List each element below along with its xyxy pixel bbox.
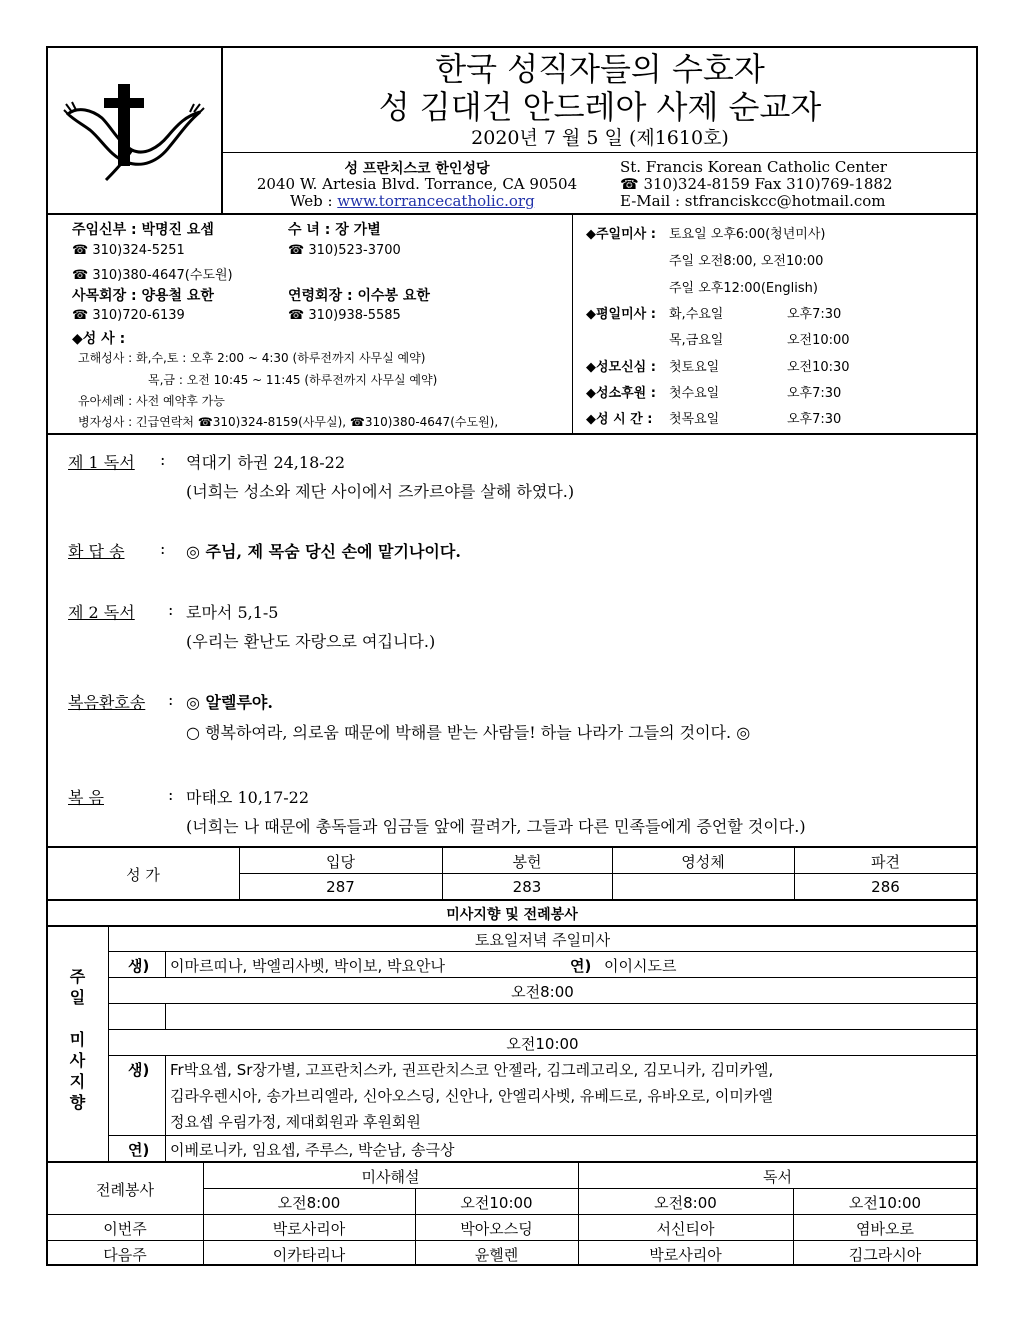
int-sat-divider <box>165 951 166 977</box>
next-week-commentary-8am: 이카타리나 <box>272 1246 346 1264</box>
holy-hour-day: 첫목요일 <box>669 412 720 427</box>
email-address[interactable]: E-Mail : stfranciskcc@hotmail.com <box>620 192 886 210</box>
side-char-3: 미 <box>69 1030 86 1049</box>
gospel-colon: : <box>168 785 174 804</box>
saturday-dead-names: 이이시도르 <box>604 957 677 975</box>
church-name-kr: 성 프란치스코 한인성당 <box>344 161 490 177</box>
psalm-response: ◎ 주님, 제 목숨 당신 손에 맡기나이다. <box>186 542 461 561</box>
sunday-mass-2: 주일 오전8:00, 오전10:00 <box>669 254 824 269</box>
saturday-dead-label: 연) <box>570 957 592 975</box>
lit-h2 <box>47 1214 977 1215</box>
info-divider <box>572 214 573 434</box>
saturday-mass-title: 토요일저녁 주일미사 <box>474 931 611 949</box>
issue-date: 2020년 7 월 5 일 (제1610호) <box>471 127 729 149</box>
intentions-side-label <box>47 966 108 1113</box>
commentary-10am: 오전10:00 <box>460 1194 533 1212</box>
alleluia-label: 복음환호송 <box>68 693 146 712</box>
int-row-2 <box>108 977 977 978</box>
web-row <box>290 192 535 210</box>
int-row-4 <box>108 1029 977 1030</box>
marian-time: 오전10:30 <box>787 360 850 375</box>
hymn-recessional-number: 286 <box>871 878 900 896</box>
reading2-colon: : <box>168 600 174 619</box>
reading2-summary: (우리는 환난도 자랑으로 여깁니다.) <box>186 632 436 651</box>
weekday-mass-label: ◆평일미사 : <box>586 307 656 322</box>
hymn-bottom-rule <box>47 899 977 901</box>
confession: 고해성사 : 화,수,토 : 오후 2:00 ~ 4:30 (하루전까지 사무실 예약) <box>78 351 426 365</box>
weekday-2-day: 목,금요일 <box>669 333 724 348</box>
side-gap <box>47 1008 108 1029</box>
hymn-label: 성 가 <box>126 866 160 884</box>
sister-phone: ☎ 310)523-3700 <box>288 243 401 258</box>
int-row-6 <box>108 1135 977 1136</box>
intentions-title-rule <box>47 925 977 927</box>
mass-10am-living-line3: 정요셉 우림가정, 제대회원과 후원회원 <box>170 1113 421 1131</box>
sunday-mass-1: 토요일 오후6:00(청년미사) <box>669 227 826 242</box>
alleluia-text: ◎ 알렐루야. <box>186 693 273 712</box>
reader-10am: 오전10:00 <box>848 1194 922 1212</box>
lit-h1 <box>203 1188 977 1189</box>
side-char-1: 주 <box>69 967 86 986</box>
hymn-header-entrance: 입당 <box>326 853 355 871</box>
this-week-commentary-10am: 박아오스딩 <box>460 1220 533 1238</box>
holy-hour-label: ◆성 시 간 : <box>586 412 653 427</box>
web-label: Web : <box>290 192 333 210</box>
vocation-day: 첫수요일 <box>669 386 720 401</box>
sunday-mass-label: ◆주일미사 : <box>586 227 656 242</box>
gospel-summary: (너희는 나 때문에 총독들과 임금들 앞에 끌려가, 그들과 다른 민족들에게 증언할 것이다.) <box>186 817 806 836</box>
hymn-entrance-number: 287 <box>326 878 355 896</box>
infant-baptism: 유아세례 : 사전 예약후 가능 <box>78 394 225 408</box>
side-char-6: 향 <box>69 1093 86 1112</box>
weekday-1-day: 화,수요일 <box>669 307 724 322</box>
sister: 수 녀 : 장 가별 <box>288 222 381 238</box>
psalm-label: 화 답 송 <box>68 542 125 561</box>
readings-bottom-rule <box>47 846 977 848</box>
this-week-reader-10am: 염바오로 <box>856 1220 914 1238</box>
mass-10am-living-line2: 김라우렌시아, 송가브리엘라, 신아오스딩, 신안나, 안엘리사벳, 유베드로, 유바오로, 이미카엘 <box>170 1087 773 1105</box>
int-row-5 <box>108 1055 977 1056</box>
next-week-reader-10am: 김그라시아 <box>848 1246 922 1264</box>
int-8am-divider <box>165 1003 166 1029</box>
liturgy-label: 전례봉사 <box>96 1181 154 1199</box>
this-week-commentary-8am: 박로사리아 <box>272 1220 346 1238</box>
mass-10am-living-line1: Fr박요셉, Sr장가별, 고프란치스카, 권프란치스코 안젤라, 김그레고리오, 김모니카, 김미카엘, <box>170 1061 774 1079</box>
title-line1: 한국 성직자들의 수호자 <box>435 50 765 88</box>
confession-2: 목,금 : 오전 10:45 ~ 11:45 (하루전까지 사무실 예약) <box>148 373 438 387</box>
psalm-colon: : <box>160 539 166 558</box>
mass-10am-title: 오전10:00 <box>506 1035 579 1053</box>
pastor: 주임신부 : 박명진 요셉 <box>72 222 214 238</box>
weekday-1-time: 오후7:30 <box>787 307 842 322</box>
info-bottom-rule <box>47 433 977 435</box>
vocation-label: ◆성소후원 : <box>586 386 656 401</box>
marian-day: 첫토요일 <box>669 360 720 375</box>
alleluia-colon: : <box>168 690 174 709</box>
pastor-phone2: ☎ 310)380-4647(수도원) <box>72 268 233 283</box>
side-char-4: 사 <box>69 1051 86 1070</box>
gospel-ref: 마태오 10,17-22 <box>186 788 310 807</box>
header-bottom-rule <box>47 213 977 215</box>
int-row-1 <box>108 951 977 952</box>
sunday-mass-3: 주일 오후12:00(English) <box>669 281 818 296</box>
mass-10am-dead-names: 이베로니카, 임요셉, 주루스, 박순남, 송극상 <box>170 1141 455 1159</box>
int-10am-divider <box>165 1055 166 1162</box>
reading2-ref: 로마서 5,1-5 <box>186 603 279 622</box>
side-char-2: 일 <box>69 988 86 1007</box>
intentions-bottom-rule <box>47 1161 977 1163</box>
reading1-summary: (너희는 성소와 제단 사이에서 즈카르야를 살해 하였다.) <box>186 482 575 501</box>
next-week-reader-8am: 박로사리아 <box>649 1246 722 1264</box>
side-char-5: 지 <box>69 1072 86 1091</box>
reading1-colon: : <box>160 450 166 469</box>
next-week-commentary-10am: 윤헬렌 <box>474 1246 519 1264</box>
mass-10am-dead-label: 연) <box>128 1141 150 1159</box>
mass-10am-living-label: 생) <box>128 1061 150 1079</box>
logo-emblem <box>62 76 208 186</box>
sacraments-title: ◆성 사 : <box>72 331 126 347</box>
cross-hands-icon <box>62 76 208 186</box>
gospel-label: 복 음 <box>68 788 104 807</box>
this-week-label: 이번주 <box>103 1220 147 1238</box>
saturday-living-names: 이마르띠나, 박엘리사벳, 박이보, 박요안나 <box>170 957 445 975</box>
commentary-header: 미사해설 <box>361 1168 420 1186</box>
saturday-living-label: 생) <box>128 957 150 975</box>
reading1-ref: 역대기 하권 24,18-22 <box>186 453 346 472</box>
int-row-3 <box>108 1003 977 1004</box>
alleluia-verse: ○ 행복하여라, 의로움 때문에 박해를 받는 사람들! 하늘 나라가 그들의 것이다. ◎ <box>186 723 751 742</box>
anointing-sick: 병자성사 : 긴급연락처 ☎310)324-8159(사무실), ☎310)380-4647(수도원), <box>78 415 499 429</box>
church-name-en: St. Francis Korean Catholic Center <box>620 158 887 176</box>
web-link[interactable]: www.torrancecatholic.org <box>337 192 535 210</box>
hymn-grid-h1 <box>239 873 977 874</box>
church-address: 2040 W. Artesia Blvd. Torrance, CA 90504 <box>256 175 578 193</box>
marian-label: ◆성모신심 : <box>586 360 656 375</box>
title-line2: 성 김대건 안드레아 사제 순교자 <box>378 88 822 126</box>
reading2-label: 제 2 독서 <box>68 603 135 622</box>
weekday-2-time: 오전10:00 <box>787 333 850 348</box>
holy-hour-time: 오후7:30 <box>787 412 842 427</box>
hymn-header-communion: 영성체 <box>681 853 725 871</box>
council-head: 사목회장 : 양용철 요한 <box>72 288 214 304</box>
reading1-label: 제 1 독서 <box>68 453 135 472</box>
next-week-label: 다음주 <box>103 1246 147 1264</box>
council-phone: ☎ 310)720-6139 <box>72 308 185 323</box>
intentions-section-title: 미사지향 및 전례봉사 <box>446 907 578 923</box>
union-head: 연령회장 : 이수봉 요한 <box>288 288 430 304</box>
reader-header: 독서 <box>763 1168 792 1186</box>
hymn-header-offertory: 봉헌 <box>512 853 542 871</box>
union-phone: ☎ 310)938-5585 <box>288 308 401 323</box>
mass-8am-title: 오전8:00 <box>511 983 574 1001</box>
this-week-reader-8am: 서신티아 <box>656 1220 715 1238</box>
pastor-phone1: ☎ 310)324-5251 <box>72 243 185 258</box>
header-rule <box>222 152 978 153</box>
phone-fax: ☎ 310)324-8159 Fax 310)769-1882 <box>620 175 893 193</box>
hymn-header-recessional: 파견 <box>871 853 900 871</box>
commentary-8am: 오전8:00 <box>277 1194 341 1212</box>
reader-8am: 오전8:00 <box>654 1194 717 1212</box>
lit-h3 <box>47 1240 977 1241</box>
hymn-offertory-number: 283 <box>512 878 542 896</box>
vocation-time: 오후7:30 <box>787 386 842 401</box>
